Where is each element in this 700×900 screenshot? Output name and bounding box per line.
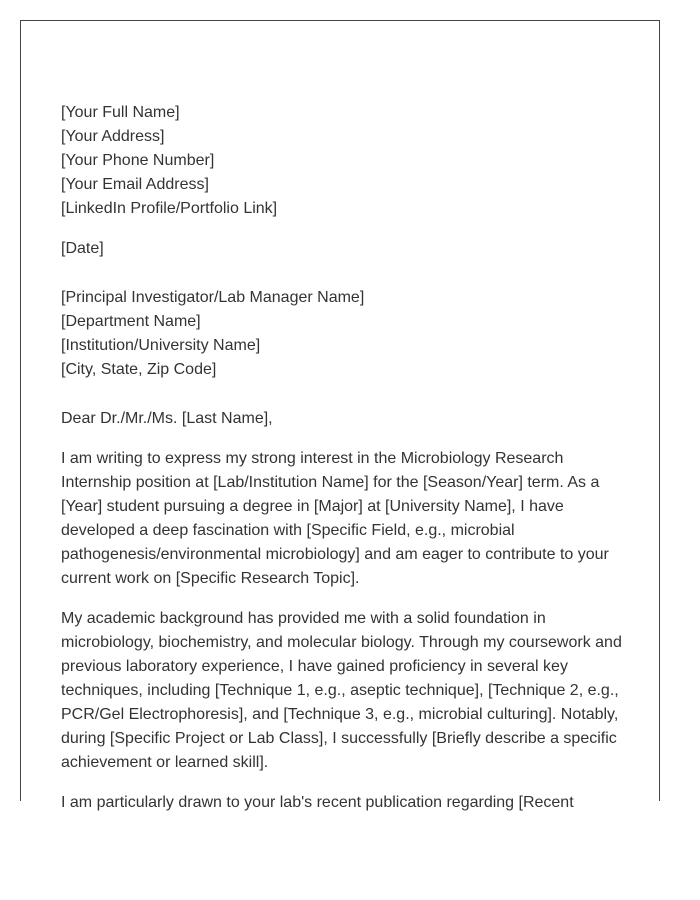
letter-content — [61, 101, 626, 815]
sender-phone: [Your Phone Number] — [61, 152, 215, 169]
body-paragraph-2: My academic background has provided me with a solid foundation in microbiology, biochemistry, and molecular biology. Through my coursework and previous laboratory experience, I have gained proficiency in several key techniques, including [Technique 1, e.g., aseptic technique], [Technique 2, e.g., PCR/Gel Electrophoresis], and [Technique 3, e.g., microbial culturing]. Notably, during [Specific Project or Lab Class], I successfully [Briefly describe a specific achievement or learned skill]. — [61, 610, 622, 771]
body-paragraph-3: I am particularly drawn to your lab's recent publication regarding [Recent — [61, 794, 574, 811]
recipient-name: [Principal Investigator/Lab Manager Name] — [61, 289, 365, 306]
recipient-block — [61, 286, 626, 382]
letter-page — [20, 20, 660, 811]
recipient-department: [Department Name] — [61, 313, 201, 330]
recipient-city: [City, State, Zip Code] — [61, 361, 217, 378]
recipient-institution: [Institution/University Name] — [61, 337, 261, 354]
sender-block — [61, 101, 626, 221]
sender-email: [Your Email Address] — [61, 176, 209, 193]
sender-address: [Your Address] — [61, 128, 165, 145]
date-block — [61, 237, 626, 261]
body-paragraph-1: I am writing to express my strong interest in the Microbiology Research Internship position at [Lab/Institution Name] for the [Season/Year] term. As a [Year] student pursuing a degree in [Major] at [University Name], I have developed a deep fascination with [Specific Field, e.g., microbial pathogenesis/environmental microbiology] and am eager to contribute to your current work on [Specific Research Topic]. — [61, 450, 609, 587]
salutation: Dear Dr./Mr./Ms. [Last Name], — [61, 410, 273, 427]
salutation-block — [61, 407, 626, 431]
letter-date: [Date] — [61, 240, 104, 257]
sender-full-name: [Your Full Name] — [61, 104, 180, 121]
sender-link: [LinkedIn Profile/Portfolio Link] — [61, 200, 278, 217]
